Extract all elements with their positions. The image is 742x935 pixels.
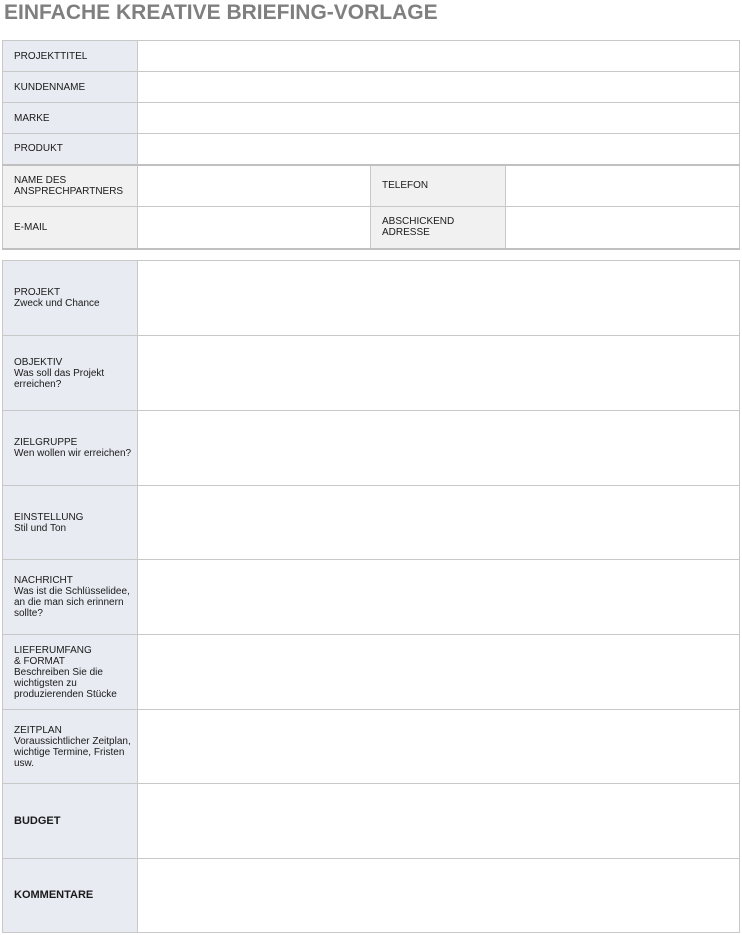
adresse-label: ABSCHICKEND ADRESSE	[371, 207, 506, 249]
section-label-projekt	[3, 261, 138, 336]
section-title: PROJEKT	[14, 287, 61, 298]
ansprechpartner-label: NAME DES ANSPRECHPARTNERS	[3, 165, 138, 207]
section-description: Wen wollen wir erreichen?	[14, 448, 132, 459]
section-field-kommentare[interactable]	[138, 859, 740, 933]
section-description: Zweck und Chance	[14, 298, 100, 309]
section-title: ZEITPLAN	[14, 724, 62, 736]
telefon-label: TELEFON	[371, 165, 506, 207]
projekttitel-label: PROJEKTTITEL	[3, 41, 138, 72]
briefing-sections-table	[2, 260, 740, 933]
section-field-budget[interactable]	[138, 784, 740, 859]
kundenname-field[interactable]	[138, 72, 740, 103]
section-label-zeitplan	[3, 710, 138, 784]
marke-label: MARKE	[3, 103, 138, 134]
email-field[interactable]	[138, 207, 371, 249]
section-label-lieferumfang	[3, 635, 138, 710]
section-field-zielgruppe[interactable]	[138, 411, 740, 486]
section-description: Was ist die Schlüsselidee, an die man sich erinnern sollte?	[14, 586, 130, 619]
section-title: OBJEKTIV	[14, 356, 63, 368]
produkt-field[interactable]	[138, 134, 740, 165]
ansprechpartner-field[interactable]	[138, 165, 371, 207]
section-description: Was soll das Projekt erreichen?	[14, 367, 105, 390]
section-label-budget: BUDGET	[3, 784, 138, 859]
section-description: Beschreiben Sie die wichtigsten zu produzierenden Stücke	[14, 666, 117, 700]
telefon-field[interactable]	[506, 165, 740, 207]
section-description: Voraussichtlicher Zeitplan, wichtige Termine, Fristen usw.	[14, 735, 131, 769]
section-label-objektiv	[3, 336, 138, 411]
project-info-table	[2, 40, 740, 250]
section-field-objektiv[interactable]	[138, 336, 740, 411]
produkt-label: PRODUKT	[3, 134, 138, 165]
email-label: E-MAIL	[3, 207, 138, 249]
section-label-kommentare: KOMMENTARE	[3, 859, 138, 933]
kundenname-label: KUNDENNAME	[3, 72, 138, 103]
section-title: LIEFERUMFANG & FORMAT	[14, 644, 92, 667]
page-title: EINFACHE KREATIVE BRIEFING-VORLAGE	[4, 1, 438, 24]
section-field-projekt[interactable]	[138, 261, 740, 336]
section-description: Stil und Ton	[14, 522, 67, 534]
marke-field[interactable]	[138, 103, 740, 134]
section-title: EINSTELLUNG	[14, 511, 84, 523]
section-field-nachricht[interactable]	[138, 560, 740, 635]
section-field-einstellung[interactable]	[138, 486, 740, 560]
section-label-nachricht	[3, 560, 138, 635]
section-title: ZIELGRUPPE	[14, 437, 78, 448]
section-label-einstellung	[3, 486, 138, 560]
adresse-field[interactable]	[506, 207, 740, 249]
section-title: NACHRICHT	[14, 575, 73, 586]
projekttitel-field[interactable]	[138, 41, 740, 72]
section-label-zielgruppe	[3, 411, 138, 486]
section-field-zeitplan[interactable]	[138, 710, 740, 784]
section-field-lieferumfang[interactable]	[138, 635, 740, 710]
